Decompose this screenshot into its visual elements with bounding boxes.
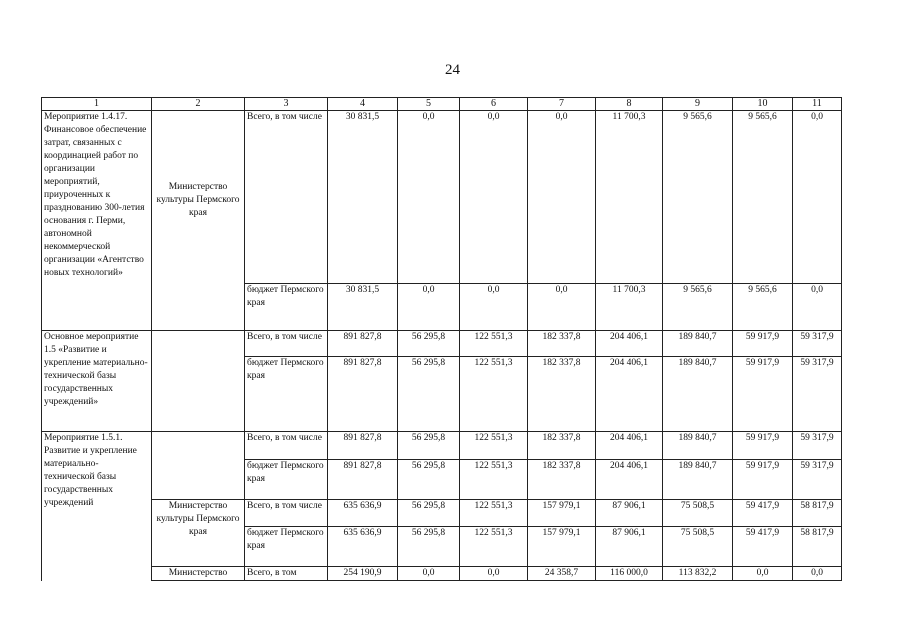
- value-cell: 9 565,6: [733, 111, 793, 284]
- executor-cell: Министерство культуры Пермского края: [152, 500, 245, 567]
- funding-source: Всего, в том числе: [245, 432, 328, 460]
- funding-source: Всего, в том числе: [245, 331, 328, 357]
- executor-cell: Министерство культуры Пермского края: [152, 111, 245, 331]
- column-header: 3: [245, 98, 328, 111]
- value-cell: 189 840,7: [663, 432, 733, 460]
- value-cell: 204 406,1: [596, 460, 663, 500]
- value-cell: 0,0: [398, 284, 460, 331]
- column-header: 8: [596, 98, 663, 111]
- value-cell: 59 317,9: [793, 357, 842, 432]
- value-cell: 204 406,1: [596, 331, 663, 357]
- value-cell: 891 827,8: [328, 432, 398, 460]
- value-cell: 122 551,3: [460, 500, 528, 527]
- column-header: 7: [528, 98, 596, 111]
- value-cell: 59 917,9: [733, 357, 793, 432]
- funding-source: бюджет Пермского края: [245, 460, 328, 500]
- activity-name: Основное мероприятие 1.5 «Развитие и укрепление материально-технической базы государственных учреждений»: [42, 331, 152, 432]
- value-cell: 891 827,8: [328, 357, 398, 432]
- value-cell: 189 840,7: [663, 331, 733, 357]
- value-cell: 56 295,8: [398, 460, 460, 500]
- value-cell: 0,0: [793, 284, 842, 331]
- funding-source: Всего, в том числе: [245, 111, 328, 284]
- value-cell: 254 190,9: [328, 567, 398, 581]
- value-cell: 0,0: [398, 111, 460, 284]
- column-header: 6: [460, 98, 528, 111]
- value-cell: 635 636,9: [328, 500, 398, 527]
- value-cell: 59 317,9: [793, 460, 842, 500]
- value-cell: 0,0: [528, 111, 596, 284]
- table-row: [42, 111, 842, 284]
- value-cell: 157 979,1: [528, 500, 596, 527]
- value-cell: 182 337,8: [528, 460, 596, 500]
- value-cell: 891 827,8: [328, 331, 398, 357]
- activity-name: Мероприятие 1.5.1. Развитие и укрепление материально-технической базы государственных учреждений: [42, 432, 152, 581]
- header-row: [42, 98, 842, 111]
- funding-source: бюджет Пермского края: [245, 284, 328, 331]
- value-cell: 122 551,3: [460, 357, 528, 432]
- value-cell: 0,0: [460, 284, 528, 331]
- value-cell: 59 917,9: [733, 432, 793, 460]
- value-cell: 59 917,9: [733, 460, 793, 500]
- executor-cell: [152, 331, 245, 432]
- value-cell: 0,0: [793, 111, 842, 284]
- column-header: 5: [398, 98, 460, 111]
- value-cell: 122 551,3: [460, 331, 528, 357]
- value-cell: 204 406,1: [596, 357, 663, 432]
- value-cell: 59 417,9: [733, 500, 793, 527]
- value-cell: 87 906,1: [596, 527, 663, 567]
- value-cell: 56 295,8: [398, 331, 460, 357]
- value-cell: 182 337,8: [528, 331, 596, 357]
- value-cell: 58 817,9: [793, 527, 842, 567]
- column-header: 1: [42, 98, 152, 111]
- value-cell: 189 840,7: [663, 460, 733, 500]
- budget-table: [41, 97, 842, 581]
- value-cell: 56 295,8: [398, 357, 460, 432]
- value-cell: 113 832,2: [663, 567, 733, 581]
- value-cell: 891 827,8: [328, 460, 398, 500]
- value-cell: 59 417,9: [733, 527, 793, 567]
- value-cell: 75 508,5: [663, 500, 733, 527]
- value-cell: 9 565,6: [733, 284, 793, 331]
- table-row: [42, 567, 842, 581]
- value-cell: 0,0: [398, 567, 460, 581]
- value-cell: 122 551,3: [460, 432, 528, 460]
- executor-cell: Министерство: [152, 567, 245, 581]
- value-cell: 9 565,6: [663, 111, 733, 284]
- funding-source: Всего, в том: [245, 567, 328, 581]
- value-cell: 635 636,9: [328, 527, 398, 567]
- funding-source: бюджет Пермского края: [245, 357, 328, 432]
- value-cell: 0,0: [528, 284, 596, 331]
- column-header: 2: [152, 98, 245, 111]
- value-cell: 59 917,9: [733, 331, 793, 357]
- funding-source: бюджет Пермского края: [245, 527, 328, 567]
- value-cell: 189 840,7: [663, 357, 733, 432]
- table-row: [42, 331, 842, 357]
- column-header: 10: [733, 98, 793, 111]
- value-cell: 122 551,3: [460, 460, 528, 500]
- value-cell: 0,0: [733, 567, 793, 581]
- value-cell: 30 831,5: [328, 111, 398, 284]
- value-cell: 59 317,9: [793, 432, 842, 460]
- value-cell: 56 295,8: [398, 500, 460, 527]
- value-cell: 116 000,0: [596, 567, 663, 581]
- value-cell: 122 551,3: [460, 527, 528, 567]
- value-cell: 87 906,1: [596, 500, 663, 527]
- value-cell: 56 295,8: [398, 432, 460, 460]
- funding-source: Всего, в том числе: [245, 500, 328, 527]
- value-cell: 11 700,3: [596, 111, 663, 284]
- value-cell: 157 979,1: [528, 527, 596, 567]
- value-cell: 24 358,7: [528, 567, 596, 581]
- executor-cell: [152, 432, 245, 500]
- value-cell: 59 317,9: [793, 331, 842, 357]
- value-cell: 182 337,8: [528, 432, 596, 460]
- value-cell: 11 700,3: [596, 284, 663, 331]
- activity-name: Мероприятие 1.4.17. Финансовое обеспечение затрат, связанных с координацией работ по организации мероприятий, приуроченных к празднованию 300-летия основания г. Перми, автономной некоммерческой организации «Агентство новых технологий»: [42, 111, 152, 331]
- value-cell: 30 831,5: [328, 284, 398, 331]
- column-header: 4: [328, 98, 398, 111]
- value-cell: 9 565,6: [663, 284, 733, 331]
- value-cell: 58 817,9: [793, 500, 842, 527]
- value-cell: 75 508,5: [663, 527, 733, 567]
- page-number: 24: [445, 62, 460, 78]
- value-cell: 0,0: [460, 567, 528, 581]
- value-cell: 204 406,1: [596, 432, 663, 460]
- column-header: 9: [663, 98, 733, 111]
- table-row: [42, 500, 842, 527]
- value-cell: 182 337,8: [528, 357, 596, 432]
- column-header: 11: [793, 98, 842, 111]
- value-cell: 56 295,8: [398, 527, 460, 567]
- value-cell: 0,0: [460, 111, 528, 284]
- table-row: [42, 432, 842, 460]
- value-cell: 0,0: [793, 567, 842, 581]
